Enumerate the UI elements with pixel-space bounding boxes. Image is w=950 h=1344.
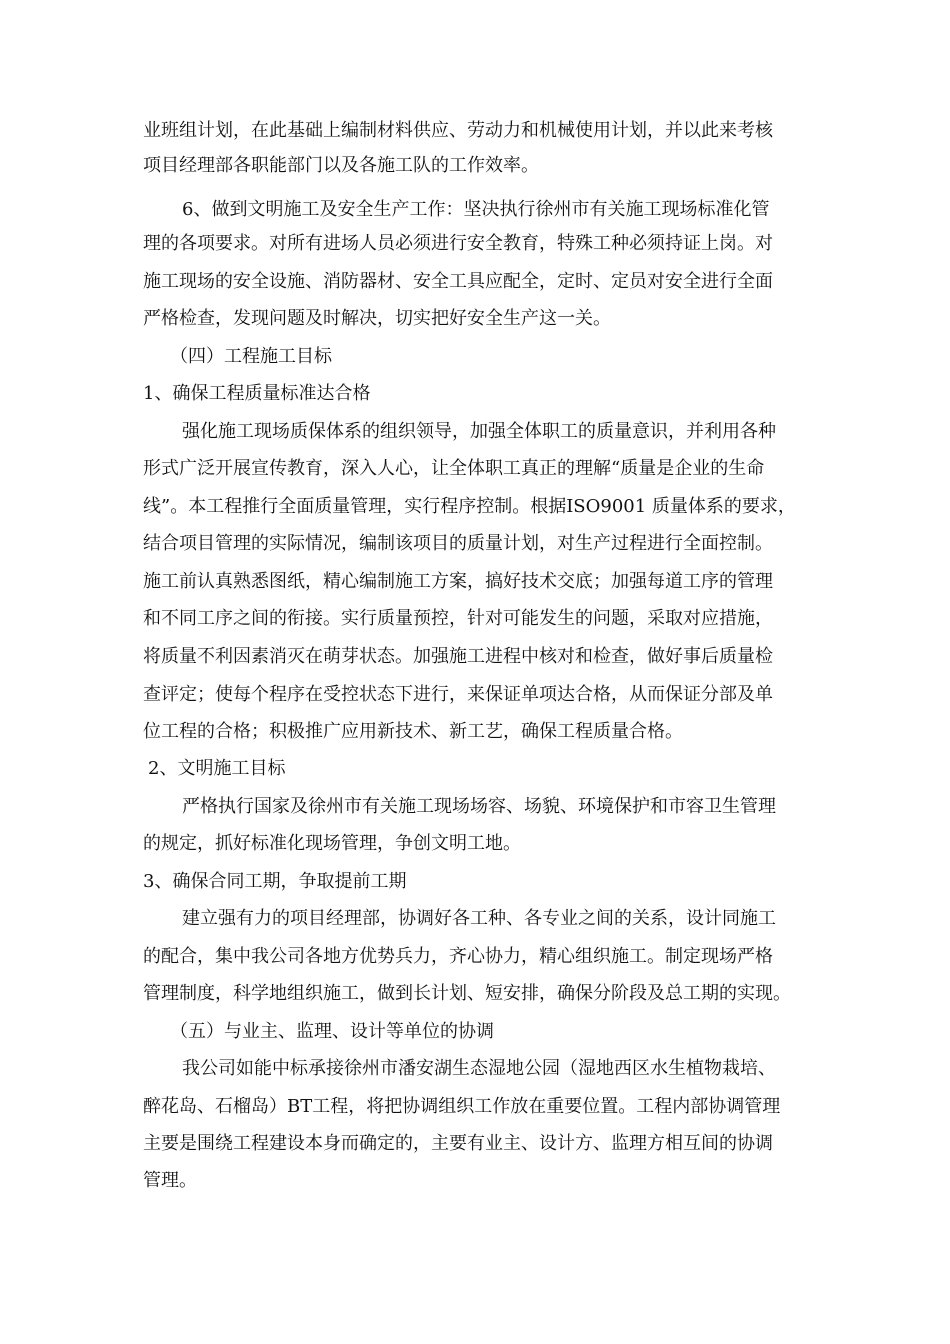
- text-line: 结合项目管理的实际情况，编制该项目的质量计划，对生产过程进行全面控制。: [143, 533, 773, 554]
- text-line: 位工程的合格；积极推广应用新技术、新工艺，确保工程质量合格。: [143, 721, 683, 742]
- text-line: 管理制度，科学地组织施工，做到长计划、短安排，确保分阶段及总工期的实现。: [143, 983, 791, 1004]
- text-line: 严格执行国家及徐州市有关施工现场场容、场貌、环境保护和市容卫生管理: [182, 796, 776, 817]
- text-line: 的配合，集中我公司各地方优势兵力，齐心协力，精心组织施工。制定现场严格: [143, 946, 773, 967]
- text-line: 将质量不利因素消灭在萌芽状态。加强施工进程中核对和检查，做好事后质量检: [143, 646, 773, 667]
- subsection-heading: 3、确保合同工期，争取提前工期: [143, 871, 407, 892]
- text-line: 施工前认真熟悉图纸，精心编制施工方案，搞好技术交底；加强每道工序的管理: [143, 571, 773, 592]
- text-line: 线”。本工程推行全面质量管理，实行程序控制。根据ISO9001 质量体系的要求，: [143, 496, 796, 517]
- text-line: 的规定，抓好标准化现场管理，争创文明工地。: [143, 833, 521, 854]
- text-line: 业班组计划，在此基础上编制材料供应、劳动力和机械使用计划，并以此来考核: [143, 120, 773, 141]
- subsection-heading: 2、文明施工目标: [148, 758, 286, 779]
- text-line: 严格检查，发现问题及时解决，切实把好安全生产这一关。: [143, 308, 611, 329]
- text-line: 建立强有力的项目经理部，协调好各工种、各专业之间的关系，设计同施工: [182, 908, 776, 929]
- text-line: 醉花岛、石榴岛）BT工程，将把协调组织工作放在重要位置。工程内部协调管理: [143, 1096, 781, 1117]
- text-line: 6、做到文明施工及安全生产工作：坚决执行徐州市有关施工现场标准化管: [182, 199, 770, 220]
- text-line: 查评定；使每个程序在受控状态下进行，来保证单项达合格，从而保证分部及单: [143, 684, 773, 705]
- subsection-heading: 1、确保工程质量标准达合格: [143, 383, 371, 404]
- text-line: 主要是围绕工程建设本身而确定的，主要有业主、设计方、监理方相互间的协调: [143, 1133, 773, 1154]
- text-line: 理的各项要求。对所有进场人员必须进行安全教育，特殊工种必须持证上岗。对: [143, 233, 773, 254]
- text-line: 形式广泛开展宣传教育，深入人心，让全体职工真正的理解“质量是企业的生命: [143, 458, 765, 479]
- section-heading: （五）与业主、监理、设计等单位的协调: [170, 1021, 494, 1042]
- text-line: 我公司如能中标承接徐州市潘安湖生态湿地公园（湿地西区水生植物栽培、: [182, 1058, 776, 1079]
- text-line: 项目经理部各职能部门以及各施工队的工作效率。: [143, 155, 539, 176]
- text-line: 施工现场的安全设施、消防器材、安全工具应配全，定时、定员对安全进行全面: [143, 271, 773, 292]
- text-line: 管理。: [143, 1170, 197, 1191]
- text-line: 和不同工序之间的衔接。实行质量预控，针对可能发生的问题，采取对应措施，: [143, 608, 773, 629]
- text-line: 强化施工现场质保体系的组织领导，加强全体职工的质量意识，并利用各种: [182, 421, 776, 442]
- section-heading: （四）工程施工目标: [170, 346, 332, 367]
